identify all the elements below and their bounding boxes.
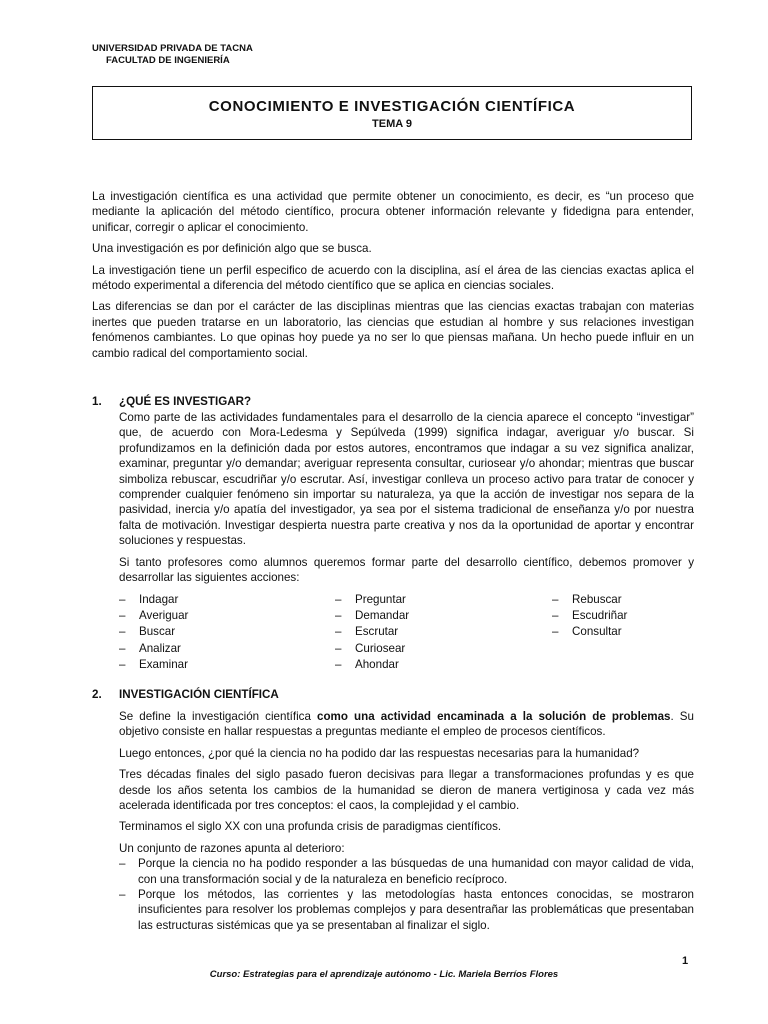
intro-section xyxy=(92,189,694,367)
title-box xyxy=(92,86,692,140)
action-item: – Escrutar xyxy=(335,625,399,639)
institution-name: UNIVERSIDAD PRIVADA DE TACNA xyxy=(92,43,253,54)
page-number: 1 xyxy=(682,955,689,967)
action-item: – Rebuscar xyxy=(552,593,622,606)
section1-paragraph: Como parte de las actividades fundamentales para el desarrollo de la ciencia aparece el concepto “investigar” que, de acuerdo con Mora-Ledesma y Sepúlveda (1999) significa indagar, averiguar y/o buscar. Si profundizamos en la definición dada por estos autores, encontramos que indagar a su vez significa analizar, examinar, preguntar y/o demandar; averiguar representa consultar, curiosear y/o ahondar; mientras que buscar simboliza rebuscar, escudriñar y/o escrutar. Así, investigar conlleva un proceso activo para tratar de conocer y comprender cualquier fenómeno sin importar su naturaleza, ya que la acción de investigar nos separa de la pasividad, inercia y/o apatía del investigador, ya sea por el sistema tradicional de enseñanza y/o por nuestra falta de motivación. Investigar despierta nuestra parte creativa y nos da la oportunidad de aportar y encontrar soluciones y respuestas. xyxy=(119,411,694,548)
action-item: – Indagar xyxy=(119,593,179,606)
section2-paragraph: Luego entonces, ¿por qué la ciencia no ha podido dar las respuestas necesarias para la humanidad? xyxy=(119,746,640,760)
section2-paragraph: Terminamos el siglo XX con una profunda crisis de paradigmas científicos. xyxy=(119,820,502,834)
emphasis-text: como una actividad encaminada a la solución de problemas xyxy=(317,710,671,723)
bullet-item: – Porque la ciencia no ha podido responder a las búsquedas de una humanidad con mayor calidad de vida, con una transformación social y de la naturaleza en beneficio recíproco. xyxy=(119,857,694,886)
action-item: – Consultar xyxy=(552,625,622,639)
section1-number: 1. xyxy=(92,395,102,408)
intro-paragraph: La investigación científica es una actividad que permite obtener un conocimiento, es decir, es “un proceso que mediante la aplicación del método científico, procura obtener información relevante y fidedigna para entender, unificar, corregir o aplicar el conocimiento. xyxy=(92,190,694,234)
document-subtitle: TEMA 9 xyxy=(372,118,412,130)
action-item: – Analizar xyxy=(119,641,181,655)
action-item: – Demandar xyxy=(335,609,410,623)
section2-body xyxy=(119,709,694,933)
section2-heading: INVESTIGACIÓN CIENTÍFICA xyxy=(119,688,279,701)
action-item: – Preguntar xyxy=(335,593,406,606)
bullet-item: – Porque los métodos, las corrientes y las metodologías hasta entonces conocidas, se mostraron insuficientes para resolver los problemas complejos y para desentrañar las problemáticas que presentaban las estructuras sistémicas que ya se presentaban al finalizar el siglo. xyxy=(119,888,694,932)
document-header xyxy=(92,43,253,67)
action-item: – Curiosear xyxy=(335,641,406,655)
intro-paragraph: Las diferencias se dan por el carácter de las disciplinas mientras que las ciencias exactas trabajan con materias inertes que pueden tratarse en un laboratorio, las ciencias que estudian al hombre y sus relaciones investigan fenómenos cambiantes. Lo que opinas hoy puede ya no ser lo que piensas mañana. Un hecho puede influir en un cambio radical del comportamiento social. xyxy=(92,300,694,360)
action-item: – Ahondar xyxy=(335,657,399,671)
section1-body xyxy=(119,410,694,591)
action-item: – Averiguar xyxy=(119,609,189,623)
actions-column-3 xyxy=(552,592,627,641)
section2-paragraph: Tres décadas finales del siglo pasado fueron decisivas para llegar a transformaciones profundas y es que desde los años setenta los cambios de la humanidad se dieron de manera vertiginosa y cada vez más acelerada identificada por tres conceptos: el caos, la complejidad y el cambio. xyxy=(119,768,694,813)
section2-paragraph: Un conjunto de razones apunta al deterioro: xyxy=(119,841,345,855)
section1-paragraph: Si tanto profesores como alumnos queremos formar parte del desarrollo científico, debemos promover y desarrollar las siguientes acciones: xyxy=(119,555,694,585)
intro-paragraph: Una investigación es por definición algo que se busca. xyxy=(92,242,372,256)
actions-column-2 xyxy=(335,592,409,673)
action-item: – Examinar xyxy=(119,657,188,671)
section2-paragraph: Se define la investigación científica como una actividad encaminada a la solución de problemas. Su objetivo consiste en hallar respuestas a preguntas mediante el empleo de procesos científicos. xyxy=(119,710,694,739)
action-item: – Buscar xyxy=(119,625,176,639)
section1-heading: ¿QUÉ ES INVESTIGAR? xyxy=(119,395,252,408)
document-title: CONOCIMIENTO E INVESTIGACIÓN CIENTÍFICA xyxy=(208,98,576,115)
actions-column-1 xyxy=(119,592,188,673)
intro-paragraph: La investigación tiene un perfil especifico de acuerdo con la disciplina, así el área de las ciencias exactas aplica el método experimental a diferencia del método científico que se aplica en ciencias sociales. xyxy=(92,263,694,293)
action-item: – Escudriñar xyxy=(552,609,628,623)
faculty-name: FACULTAD DE INGENIERÍA xyxy=(106,55,230,66)
page-footer: Curso: Estrategias para el aprendizaje autónomo - Lic. Mariela Berríos Flores xyxy=(209,969,559,980)
section2-number: 2. xyxy=(92,688,102,701)
